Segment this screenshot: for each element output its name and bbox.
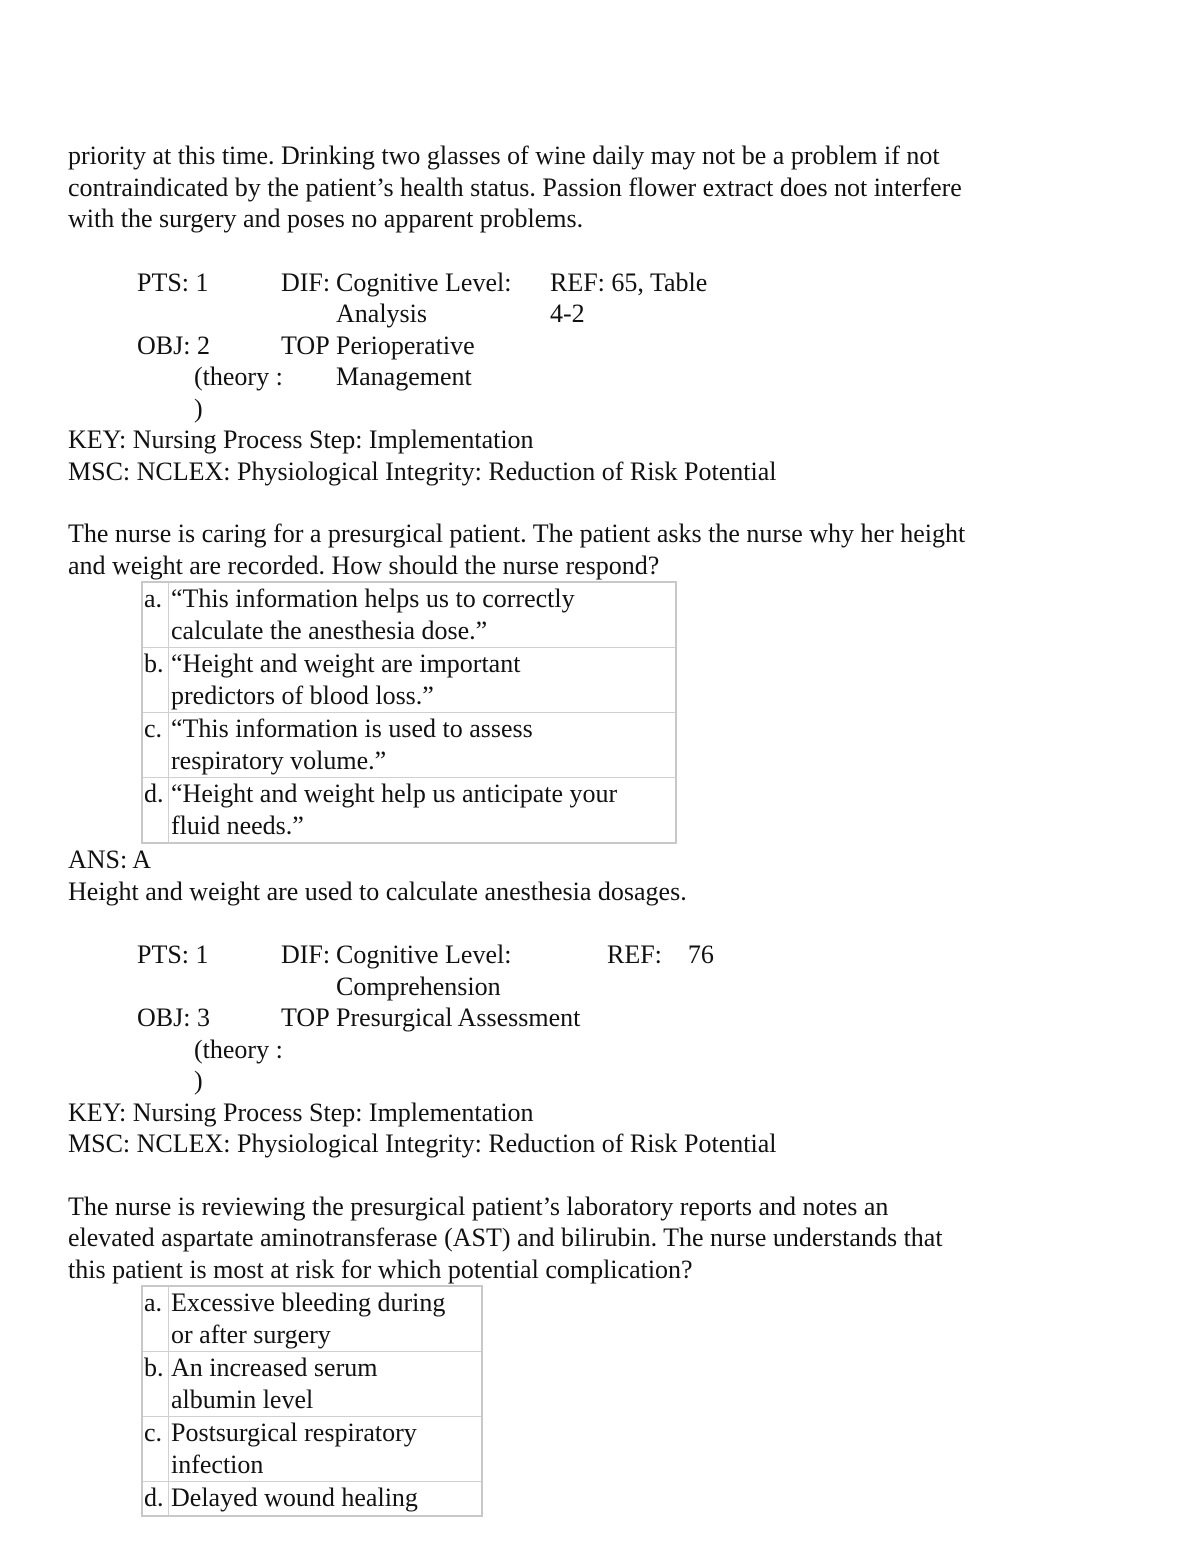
- option-letter: b.: [142, 648, 169, 713]
- option-text: An increased serum: [171, 1353, 378, 1382]
- question-metadata-2: [137, 939, 1148, 1097]
- dif-label: DIF:: [281, 940, 331, 969]
- option-text: calculate the anesthesia dose.”: [171, 615, 488, 645]
- question-metadata-1: [137, 267, 1148, 425]
- option-letter: d.: [142, 1482, 169, 1516]
- option-letter: c.: [142, 1417, 169, 1482]
- option-row[interactable]: [142, 648, 676, 713]
- option-text: “Height and weight help us anticipate your: [171, 779, 618, 808]
- option-text: Excessive bleeding during: [171, 1288, 446, 1317]
- option-text: Postsurgical respiratory: [171, 1418, 417, 1447]
- pts-value: PTS: 1: [137, 940, 209, 969]
- intro-line: contraindicated by the patient’s health status. Passion flower extract does not interfere: [68, 172, 962, 202]
- obj-value: OBJ: 3: [137, 1003, 210, 1032]
- option-text: “This information is used to assess: [171, 714, 533, 743]
- option-letter: c.: [142, 713, 169, 778]
- option-text: infection: [171, 1449, 264, 1479]
- stem-line: The nurse is reviewing the presurgical patient’s laboratory reports and notes an: [68, 1191, 889, 1221]
- question-stem-3: [68, 1191, 1078, 1286]
- dif-label: DIF:: [281, 267, 331, 297]
- intro-line: priority at this time. Drinking two glasses of wine daily may not be a problem if not: [68, 141, 940, 170]
- answer-line: ANS: A: [68, 845, 152, 874]
- answer-options-3: [141, 1285, 483, 1517]
- stem-line: elevated aspartate aminotransferase (AST) and bilirubin. The nurse understands that: [68, 1223, 943, 1252]
- pts-value: PTS: 1: [137, 267, 209, 297]
- option-row[interactable]: [142, 582, 676, 648]
- ref-value: REF: 65, Table: [550, 267, 708, 297]
- option-row[interactable]: [142, 1286, 482, 1352]
- option-text: fluid needs.”: [171, 810, 304, 840]
- dif-value-2: Analysis: [336, 299, 427, 328]
- option-row[interactable]: [142, 778, 676, 844]
- option-letter: b.: [142, 1352, 169, 1417]
- theory-label: (theory :: [194, 1034, 283, 1064]
- stem-line: this patient is most at risk for which potential complication?: [68, 1254, 693, 1284]
- option-letter: a.: [142, 582, 169, 648]
- key-line: KEY: Nursing Process Step: Implementation: [68, 425, 534, 454]
- dif-value: Cognitive Level:: [336, 940, 512, 969]
- ref-value: REF: 76: [607, 940, 714, 969]
- option-letter: d.: [142, 778, 169, 844]
- question-stem-2: [68, 518, 1078, 581]
- option-row[interactable]: [142, 1352, 482, 1417]
- option-row[interactable]: [142, 1482, 482, 1516]
- option-text: albumin level: [171, 1384, 314, 1414]
- option-text: “Height and weight are important: [171, 649, 521, 678]
- obj-value: OBJ: 2: [137, 330, 210, 360]
- intro-line: with the surgery and poses no apparent problems.: [68, 204, 584, 233]
- stem-line: The nurse is caring for a presurgical patient. The patient asks the nurse why her height: [68, 519, 966, 548]
- option-text: predictors of blood loss.”: [171, 680, 434, 710]
- option-text: or after surgery: [171, 1319, 331, 1349]
- option-text: Delayed wound healing: [171, 1483, 418, 1512]
- option-text: “This information helps us to correctly: [171, 584, 575, 613]
- option-letter: a.: [142, 1286, 169, 1352]
- option-row[interactable]: [142, 1417, 482, 1482]
- dif-value-2: Comprehension: [336, 971, 501, 1001]
- dif-value: Cognitive Level:: [336, 267, 512, 297]
- answer-options-2: [141, 581, 677, 844]
- document-page: [68, 140, 1148, 1517]
- option-text: respiratory volume.”: [171, 745, 387, 775]
- top-label: TOP: [281, 1003, 330, 1032]
- theory-close: ): [194, 1066, 203, 1095]
- top-label: TOP: [281, 330, 330, 360]
- intro-paragraph: [68, 140, 1078, 235]
- option-row[interactable]: [142, 713, 676, 778]
- theory-close: ): [194, 393, 203, 423]
- top-value-2: Management: [336, 362, 472, 391]
- top-value: Perioperative: [336, 330, 475, 360]
- key-line: KEY: Nursing Process Step: Implementation: [68, 1097, 534, 1127]
- ref-value-2: 4-2: [550, 299, 585, 328]
- msc-line: MSC: NCLEX: Physiological Integrity: Reduction of Risk Potential: [68, 456, 777, 486]
- top-value: Presurgical Assessment: [336, 1003, 581, 1032]
- msc-line: MSC: NCLEX: Physiological Integrity: Reduction of Risk Potential: [68, 1129, 777, 1158]
- theory-label: (theory :: [194, 362, 283, 391]
- rationale-line: Height and weight are used to calculate anesthesia dosages.: [68, 876, 687, 906]
- stem-line: and weight are recorded. How should the nurse respond?: [68, 550, 660, 580]
